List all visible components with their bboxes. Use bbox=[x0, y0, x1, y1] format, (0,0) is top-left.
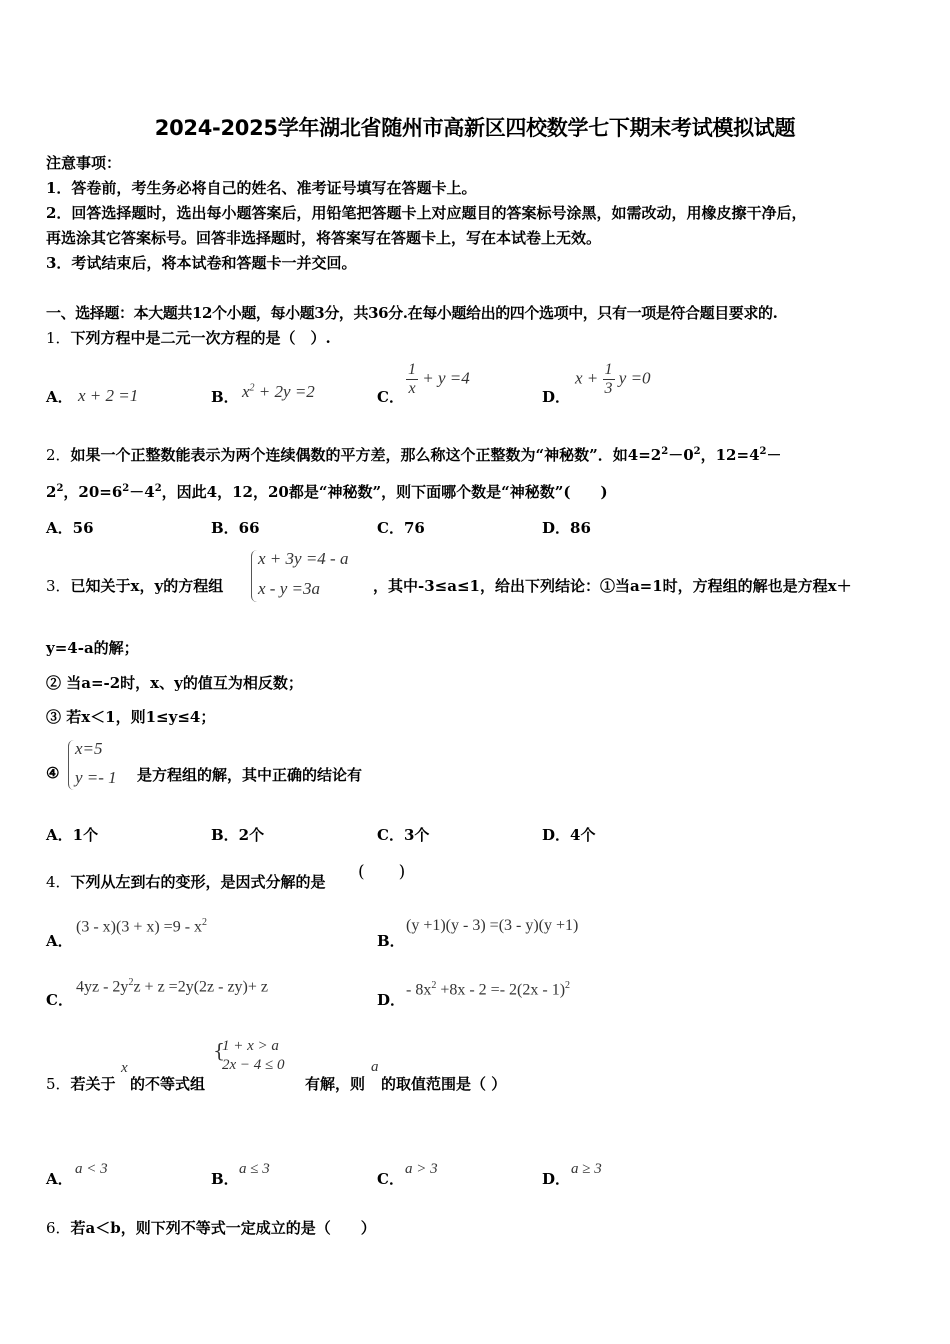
q3-equation-1: x + 3y =4 - a bbox=[258, 549, 349, 568]
q1-text: 下列方程中是二元一次方程的是（ ）. bbox=[70, 329, 331, 347]
q5-option-a-math: a < 3 bbox=[75, 1161, 108, 1177]
q4-option-a-math: $(3 - x)(3 + x) =9 - x^2$ bbox=[76, 917, 208, 936]
q4-option-b-math: (y +1)(y - 3) =(3 - y)(y +1) bbox=[406, 917, 579, 934]
q3-conclusion-4-mark: ④ bbox=[46, 764, 60, 782]
q1-option-a-label: A． bbox=[46, 388, 73, 406]
q1-option-b-math: $x^2 + 2y =2$ bbox=[242, 382, 315, 401]
notes-item-2-cont: 再选涂其它答案标号。回答非选择题时，将答案写在答题卡上，写在本试卷上无效。 bbox=[46, 229, 602, 247]
q2-option-b: B．66 bbox=[211, 519, 260, 537]
q1-option-d-label: D． bbox=[542, 388, 571, 406]
q5-variable-a: a bbox=[371, 1059, 379, 1075]
page-title: 2024-2025学年湖北省随州市高新区四校数学七下期末考试模拟试题 bbox=[154, 116, 796, 140]
q5-option-c-math: a > 3 bbox=[405, 1161, 438, 1177]
question-2-line-2: $2^2$，$20=6^2-4^2$，因此4，12，20都是“神秘数”，则下面哪个数是“神秘数”( ) bbox=[46, 483, 608, 501]
notes-heading: 注意事项： bbox=[46, 154, 122, 172]
q5-inequality-1: 1 + x > a bbox=[222, 1038, 279, 1054]
q1-option-c-label: C． bbox=[377, 388, 404, 406]
q3-number: 3． bbox=[46, 577, 71, 595]
q1-option-b-label: B． bbox=[211, 388, 239, 406]
q5-system-brace: { bbox=[213, 1040, 226, 1062]
q2-option-d: D．86 bbox=[542, 519, 591, 537]
question-5-part-2: 的不等式组 bbox=[130, 1075, 206, 1093]
q4-option-c-math: $4yz - 2y^2z + z =2y(2z - zy)+ z$ bbox=[76, 977, 268, 996]
notes-item-2: 2．回答选择题时，选出每小题答案后，用铅笔把答题卡上对应题目的答案标号涂黑，如需改动，用橡皮擦干净后， bbox=[46, 204, 807, 222]
question-5-part-4: 的取值范围是（ ） bbox=[381, 1075, 507, 1093]
q2-option-a: A．56 bbox=[46, 519, 94, 537]
q3-conclusion-4-text: 是方程组的解，其中正确的结论有 bbox=[137, 766, 363, 784]
q4-option-d-label: D． bbox=[377, 991, 406, 1009]
q1-option-d-math: x + $\frac{1}{3}$ y =0 bbox=[575, 361, 651, 397]
notes-item-3: 3．考试结束后，将本试卷和答题卡一并交回。 bbox=[46, 254, 357, 272]
q5-number: 5． bbox=[46, 1075, 71, 1093]
question-3-prefix: 3．已知关于x，y的方程组 bbox=[46, 577, 224, 595]
question-6: 6．若a＜b，则下列不等式一定成立的是（ ） bbox=[46, 1219, 376, 1237]
q3-option-c: C．3个 bbox=[377, 826, 430, 844]
q3-line-2: y=4-a的解； bbox=[46, 639, 139, 657]
q5-inequality-2: 2x − 4 ≤ 0 bbox=[222, 1057, 285, 1073]
q5-option-b-math: a ≤ 3 bbox=[239, 1161, 270, 1177]
q3-conclusion-4-brace bbox=[68, 740, 74, 790]
q4-option-d-math: - $8x^2 +8x - 2 =- 2(2x - 1)^2$ bbox=[406, 980, 571, 999]
q3-equation-2: x - y =3a bbox=[258, 579, 320, 598]
q3-option-a: A．1个 bbox=[46, 826, 99, 844]
q5-option-d-label: D． bbox=[542, 1170, 571, 1188]
q4-option-b-label: B． bbox=[377, 932, 405, 950]
question-2-line-1: 2．如果一个正整数能表示为两个连续偶数的平方差，那么称这个正整数为“神秘数”．如$4=2^2-0^2$，$12=4^2-$ bbox=[46, 446, 782, 464]
q1-option-a-math: x + 2 =1 bbox=[78, 386, 139, 405]
q3-conclusion-4-eq2: y =- 1 bbox=[75, 768, 117, 787]
question-3-text: ，其中-3≤a≤1，给出下列结论：①当a=1时，方程组的解也是方程x＋ bbox=[373, 577, 852, 595]
q1-option-c-math: $\frac{1}{x}$ + y =4 bbox=[408, 361, 470, 397]
q2-number: 2． bbox=[46, 446, 71, 464]
question-1 bbox=[46, 327, 331, 348]
q5-option-b-label: B． bbox=[211, 1170, 239, 1188]
q1-number: 1． bbox=[46, 329, 71, 347]
question-5-part-1: 5．若关于 bbox=[46, 1075, 116, 1093]
q3-option-b: B．2个 bbox=[211, 826, 265, 844]
q4-number: 4． bbox=[46, 873, 71, 891]
q5-option-c-label: C． bbox=[377, 1170, 404, 1188]
q4-option-c-label: C． bbox=[46, 991, 73, 1009]
question-5-part-3: 有解，则 bbox=[305, 1075, 366, 1093]
q4-option-a-label: A． bbox=[46, 932, 73, 950]
question-4: 4．下列从左到右的变形，是因式分解的是 bbox=[46, 873, 326, 891]
section-heading: 一、选择题：本大题共12个小题，每小题3分，共36分.在每小题给出的四个选项中，只有一项是符合题目要求的. bbox=[46, 304, 778, 322]
q3-conclusion-2: ② 当a=-2时，x、y的值互为相反数； bbox=[46, 674, 303, 692]
q5-option-d-math: a ≥ 3 bbox=[571, 1161, 602, 1177]
q5-option-a-label: A． bbox=[46, 1170, 73, 1188]
q3-system-brace bbox=[251, 550, 257, 602]
q4-answer-paren: ( ) bbox=[358, 862, 406, 882]
q2-option-c: C．76 bbox=[377, 519, 425, 537]
notes-item-1: 1．答卷前，考生务必将自己的姓名、准考证号填写在答题卡上。 bbox=[46, 179, 477, 197]
q5-variable-x: x bbox=[121, 1060, 128, 1076]
q3-conclusion-4-eq1: x=5 bbox=[75, 739, 103, 758]
q3-option-d: D．4个 bbox=[542, 826, 596, 844]
q3-conclusion-3: ③ 若x＜1，则1≤y≤4； bbox=[46, 708, 216, 726]
q6-number: 6． bbox=[46, 1219, 71, 1237]
